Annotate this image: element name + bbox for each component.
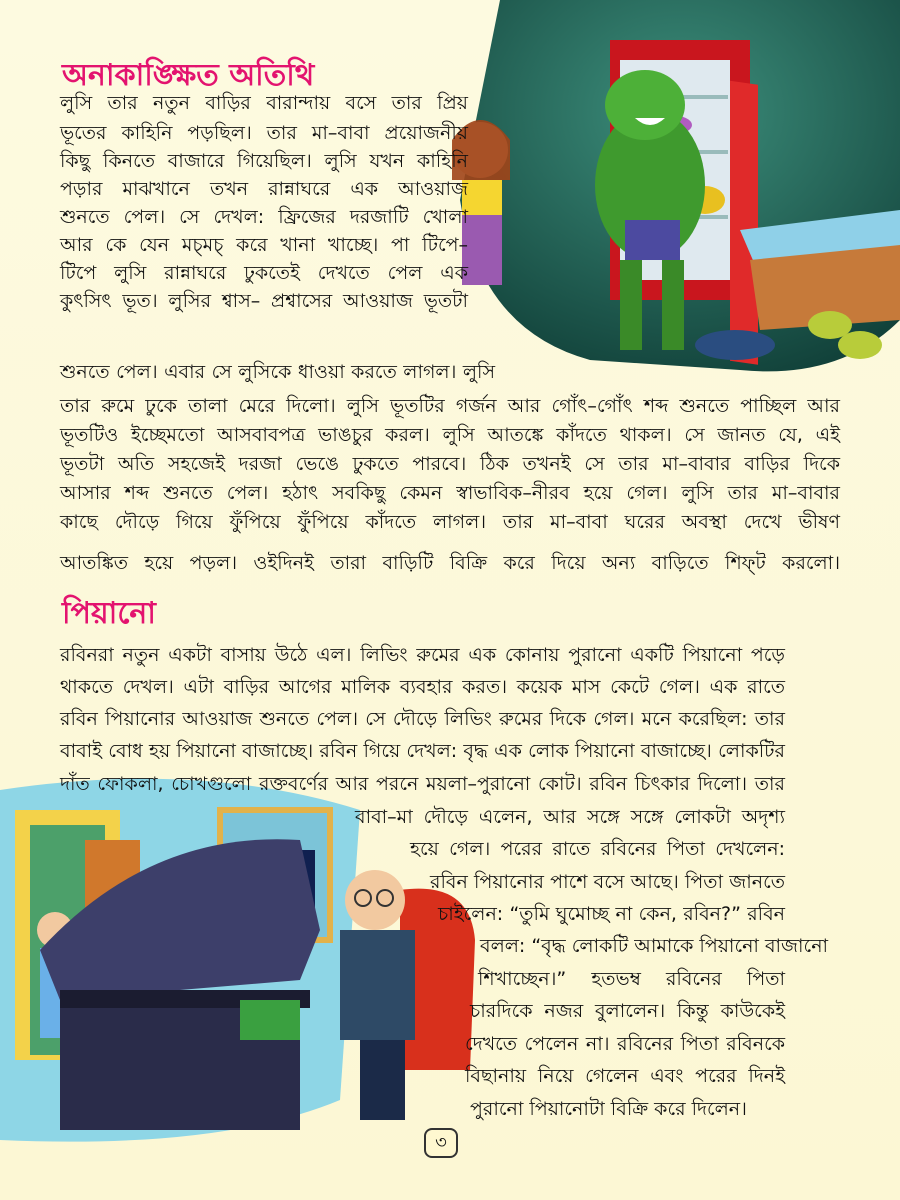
- story-line: রবিন পিয়ানোর পাশে বসে আছে। পিতা জানতে: [430, 871, 785, 893]
- story-line: রবিনরা নতুন একটা বাসায় উঠে এল। লিভিং রুমের এক কোনায় পুরানো একটি পিয়ানো পড়ে: [60, 644, 785, 666]
- story-title: অনাকাঙ্ক্ষিত অতিথি: [62, 58, 315, 93]
- story-line: দেখতে পেলেন না। রবিনের পিতা রবিনকে: [465, 1033, 785, 1055]
- story-line: টিপে লুসি রান্নাঘরে ঢুকতেই দেখতে পেল এক: [60, 262, 468, 284]
- story-line: ভূতটিও ইচ্ছেমতো আসবাবপত্র ভাঙচুর করল। লুসি আতঙ্কে কাঁদতে থাকল। সে জানত যে, এই: [60, 424, 840, 446]
- story-line: হয়ে গেল। পরের রাতে রবিনের পিতা দেখলেন:: [410, 838, 785, 860]
- story-line: দাঁত ফোকলা, চোখগুলো রক্তবর্ণের আর পরনে ময়লা–পুরানো কোট। রবিন চিৎকার দিলো। তার: [60, 773, 785, 795]
- story-line: তার রুমে ঢুকে তালা মেরে দিলো। লুসি ভূতটির গর্জন আর গোঁৎ–গোঁৎ শব্দ শুনতে পাচ্ছিল আর: [60, 395, 840, 417]
- story-line: কাছে দৌড়ে গিয়ে ফুঁপিয়ে ফুঁপিয়ে কাঁদতে লাগল। তার মা–বাবা ঘরের অবস্থা দেখে ভীষণ: [60, 511, 840, 533]
- story-line: বিছানায় নিয়ে গেলেন এবং পরের দিনই: [465, 1065, 785, 1087]
- story-line: ভূতটা অতি সহজেই দরজা ভেঙে ঢুকতে পারবে। ঠিক তখনই সে তার মা–বাবার বাড়ির দিকে: [60, 453, 840, 475]
- story-line: আতঙ্কিত হয়ে পড়ল। ওইদিনই তারা বাড়িটি বিক্রি করে দিয়ে অন্য বাড়িতে শিফ্‌ট করলো।: [60, 552, 840, 574]
- story-title: পিয়ানো: [62, 596, 156, 631]
- story-line: পড়ার মাঝখানে তখন রান্নাঘরে এক আওয়াজ: [60, 178, 468, 200]
- page-number: ৩: [424, 1128, 458, 1158]
- story-line: শুনতে পেল। সে দেখল: ফ্রিজের দরজাটি খোলা: [60, 206, 468, 228]
- story-line: রবিন পিয়ানোর আওয়াজ শুনতে পেল। সে দৌড়ে লিভিং রুমের দিকে গেল। মনে করেছিল: তার: [60, 708, 785, 730]
- story-line: চাইলেন: “তুমি ঘুমোচ্ছ না কেন, রবিন?” রবিন: [438, 903, 785, 925]
- story-line: আসার শব্দ শুনতে পেল। হঠাৎ সবকিছু কেমন স্বাভাবিক–নীরব হয়ে গেল। লুসি তার মা–বাবার: [60, 482, 840, 504]
- story-line: আর কে যেন মচ্‌মচ্‌ করে খানা খাচ্ছে। পা টিপে–: [60, 234, 468, 256]
- story-line: বাবা–মা দৌড়ে এলেন, আর সঙ্গে সঙ্গে লোকটা অদৃশ্য: [355, 806, 785, 828]
- story-line: পুরানো পিয়ানোটা বিক্রি করে দিলেন।: [470, 1098, 747, 1120]
- story-line: কুৎসিৎ ভূত। লুসির শ্বাস– প্রশ্বাসের আওয়াজ ভূতটা: [60, 290, 468, 312]
- story-line: ভূতের কাহিনি পড়ছিল। তার মা–বাবা প্রয়োজনীয়: [60, 122, 468, 144]
- story-line: কিছু কিনতে বাজারে গিয়েছিল। লুসি যখন কাহিনি: [60, 150, 468, 172]
- story-line: শিখাচ্ছেন।” হতভম্ব রবিনের পিতা: [478, 968, 785, 990]
- story-line: শুনতে পেল। এবার সে লুসিকে ধাওয়া করতে লাগল। লুসি: [60, 361, 495, 383]
- story-line: বলল: “বৃদ্ধ লোকটি আমাকে পিয়ানো বাজানো: [480, 935, 829, 957]
- story-line: লুসি তার নতুন বাড়ির বারান্দায় বসে তার প্রিয়: [60, 92, 468, 114]
- story-line: চারদিকে নজর বুলালেন। কিন্তু কাউকেই: [470, 1000, 785, 1022]
- story-line: বাবাই বোধ হয় পিয়ানো বাজাচ্ছে। রবিন গিয়ে দেখল: বৃদ্ধ এক লোক পিয়ানো বাজাচ্ছে। লোকটির: [60, 740, 785, 762]
- ghost-kitchen-illustration: [440, 0, 900, 380]
- story-line: থাকতে দেখল। এটা বাড়ির আগের মালিক ব্যবহার করত। কয়েক মাস কেটে গেল। এক রাতে: [60, 676, 785, 698]
